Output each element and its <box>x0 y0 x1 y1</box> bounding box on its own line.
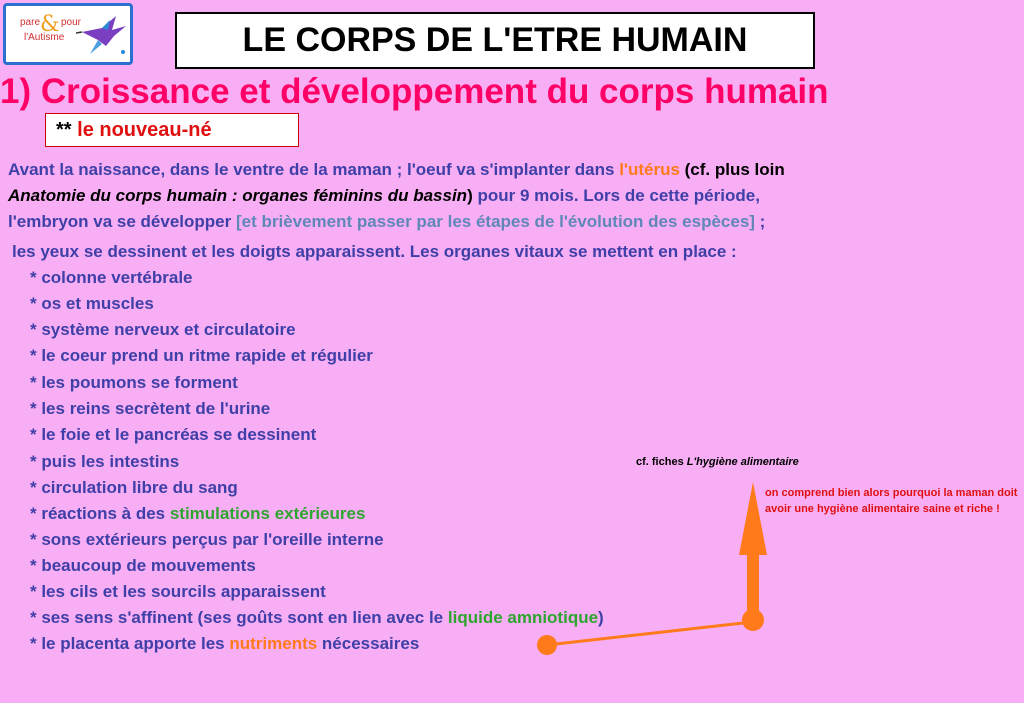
intro-ref-close: ) <box>467 186 473 205</box>
intro-text: ; <box>754 212 766 231</box>
list-item: * beaucoup de mouvements <box>30 556 256 575</box>
intro-line-4: les yeux se dessinent et les doigts apparaissent. Les organes vitaux se mettent en place : <box>12 242 737 261</box>
uterus-term: l'utérus <box>619 160 680 179</box>
up-arrow-shaft <box>747 552 759 618</box>
intro-ref-text: (cf. plus loin <box>679 160 785 179</box>
stimulations-term: stimulations extérieures <box>169 504 366 523</box>
list-item-text: ) <box>598 608 604 627</box>
list-item-text: * réactions à des <box>30 504 170 523</box>
amniotic-fluid-term: liquide amniotique <box>447 608 599 627</box>
list-item: * puis les intestins <box>30 452 180 471</box>
anatomy-reference: Anatomie du corps humain : organes féminins du bassin <box>8 186 468 205</box>
intro-text: Avant la naissance, dans le ventre de la maman ; l'oeuf va s'implanter dans <box>8 160 620 179</box>
list-item: * circulation libre du sang <box>30 478 238 497</box>
nutrients-term: nutriments <box>229 634 318 653</box>
newborn-label: le nouveau-né <box>77 119 212 141</box>
side-note: on comprend bien alors pourquoi la maman doit avoir une hygiène alimentaire saine et riche ! <box>765 487 1018 515</box>
list-item: * sons extérieurs perçus par l'oreille interne <box>30 530 384 549</box>
cf-note-title: L'hygiène alimentaire <box>686 456 799 468</box>
list-item-text: * le placenta apporte les <box>30 634 230 653</box>
logo-text-autisme: l'Autisme <box>24 32 65 43</box>
intro-text: l'embryon va se développer <box>8 212 236 231</box>
logo-text-pare: pare <box>20 17 41 28</box>
list-item: * le foie et le pancréas se dessinent <box>30 425 317 444</box>
list-item: * les poumons se forment <box>30 373 238 392</box>
list-item-text: * ses sens s'affinent (ses goûts sont en lien avec le <box>30 608 448 627</box>
up-arrow-head-icon <box>739 482 767 555</box>
logo-text-pour: pour <box>61 17 82 28</box>
connector-dot-start <box>537 635 557 655</box>
intro-text: pour 9 mois. Lors de cette période, <box>472 186 760 205</box>
list-item-text: nécessaires <box>317 634 420 653</box>
list-item: * os et muscles <box>30 294 154 313</box>
newborn-stars: ** <box>56 119 72 141</box>
list-item: * système nerveux et circulatoire <box>30 320 296 339</box>
list-item: * les reins secrètent de l'urine <box>30 399 271 418</box>
list-item: * colonne vertébrale <box>30 268 193 287</box>
logo-ampersand: & <box>40 12 60 37</box>
connector-line <box>547 622 752 645</box>
list-item: * les cils et les sourcils apparaissent <box>30 582 326 601</box>
evolution-note: [et brièvement passer par les étapes de l'évolution des espèces] <box>235 212 755 231</box>
section-title: 1) Croissance et développement du corps humain <box>0 72 829 111</box>
page-title: LE CORPS DE L'ETRE HUMAIN <box>242 21 748 59</box>
list-item: * le coeur prend un ritme rapide et régulier <box>30 346 373 365</box>
cf-note-prefix: cf. fiches <box>636 456 687 468</box>
